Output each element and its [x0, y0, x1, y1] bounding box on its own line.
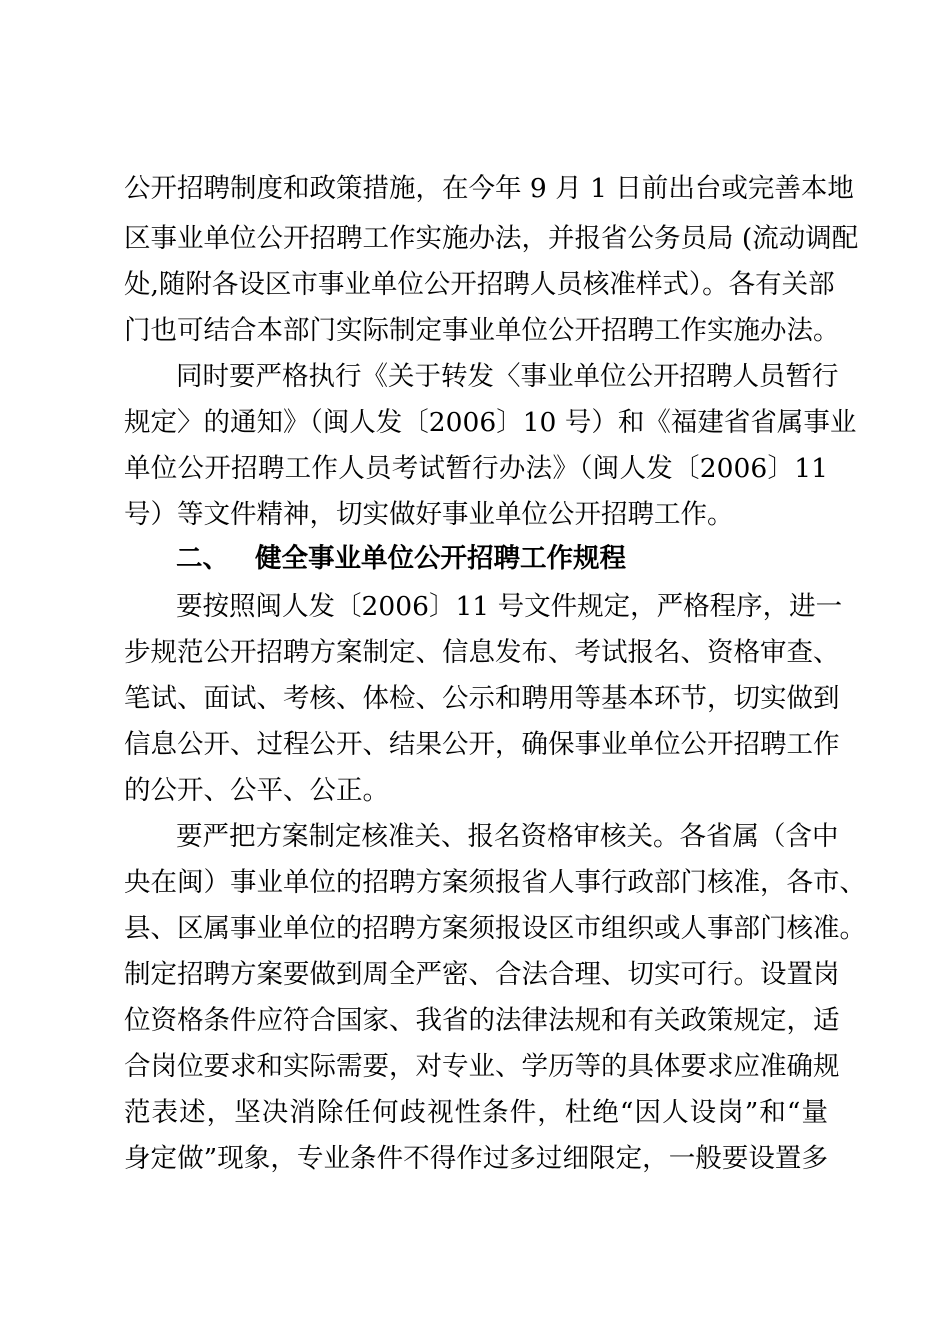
text-line: 央在闽）事业单位的招聘方案须报省人事行政部门核准，各市、 [124, 867, 866, 898]
text-line: 区事业单位公开招聘工作实施办法，并报省公务员局 (流动调配 [124, 223, 859, 254]
section-heading [176, 543, 626, 574]
text-line: 位资格条件应符合国家、我省的法律法规和有关政策规定，适 [124, 1005, 840, 1036]
text-line: 笔试、面试、考核、体检、公示和聘用等基本环节，切实做到 [124, 683, 840, 714]
text-line: 同时要严格执行《关于转发〈事业单位公开招聘人员暂行 [176, 361, 839, 392]
text-line: 身定做”现象，专业条件不得作过多过细限定，一般要设置多 [124, 1143, 828, 1174]
text-line: 县、区属事业单位的招聘方案须报设区市组织或人事部门核准。 [124, 913, 866, 944]
text-line: 范表述，坚决消除任何歧视性条件，杜绝“因人设岗”和“量 [124, 1097, 828, 1128]
text-line: 要严把方案制定核准关、报名资格审核关。各省属（含中 [176, 821, 839, 852]
text-line: 制定招聘方案要做到周全严密、合法合理、切实可行。设置岗 [124, 959, 840, 990]
text-line: 处,随附各设区市事业单位公开招聘人员核准样式）。各有关部 [124, 269, 835, 300]
text-line: 规定〉的通知》（闽人发〔2006〕10 号）和《福建省省属事业 [124, 407, 857, 438]
text-line: 信息公开、过程公开、结果公开，确保事业单位公开招聘工作 [124, 729, 840, 760]
text-line: 单位公开招聘工作人员考试暂行办法》（闽人发〔2006〕11 [124, 453, 828, 484]
text-line: 合岗位要求和实际需要，对专业、学历等的具体要求应准确规 [124, 1051, 840, 1082]
text-line: 的公开、公平、公正。 [124, 775, 389, 806]
text-line: 号）等文件精神，切实做好事业单位公开招聘工作。 [124, 499, 734, 530]
text-line: 公开招聘制度和政策措施，在今年 9 月 1 日前出台或完善本地 [124, 173, 854, 204]
section-number: 二、 [176, 543, 229, 574]
text-line: 门也可结合本部门实际制定事业单位公开招聘工作实施办法。 [124, 315, 840, 346]
text-line: 步规范公开招聘方案制定、信息发布、考试报名、资格审查、 [124, 637, 840, 668]
section-title: 健全事业单位公开招聘工作规程 [255, 543, 626, 574]
text-line: 要按照闽人发〔2006〕11 号文件规定，严格程序，进一 [176, 591, 843, 622]
